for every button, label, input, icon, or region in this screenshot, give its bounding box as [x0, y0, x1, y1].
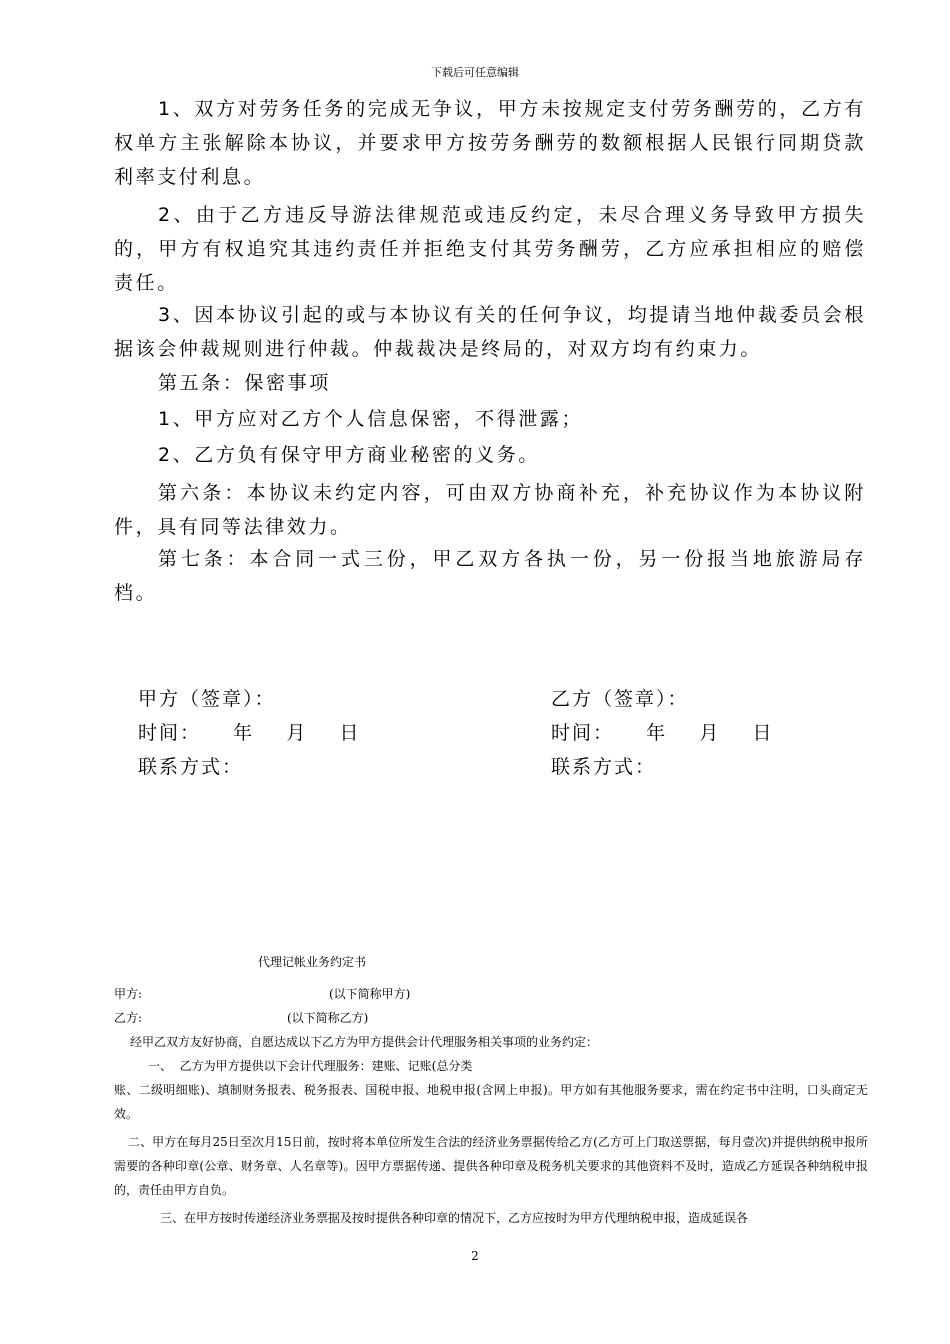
agreement2-clause3: 三、在甲方按时传递经济业务票据及按时提供各种印章的情况下，乙方应按时为甲方代理纳税申报，造成延误各	[160, 1211, 749, 1225]
agreement2-clause1-rest: 账、二级明细账)、填制财务报表、税务报表、国税申报、地税申报(含网上申报)。甲方如有其他服务要求，需在约定书中注明，口头商定无效。	[114, 1083, 868, 1121]
agreement2-intro: 经甲乙双方友好协商，自愿达成以下乙方为甲方提供会计代理服务相关事项的业务约定：	[130, 1035, 599, 1049]
page-header: 下载后可任意编辑	[431, 66, 519, 79]
signature-contact-a: 联系方式：	[138, 756, 244, 778]
agreement2-party-b: 乙方: (以下简称乙方)	[114, 1011, 369, 1025]
article6: 第六条：本协议未约定内容，可由双方协商补充，补充协议作为本协议附件，具有同等法律效力。	[114, 482, 866, 538]
signature-time-b: 时间： 年 月 日	[551, 722, 774, 744]
article4-item1: 1、双方对劳务任务的完成无争议，甲方未按规定支付劳务酬劳的，乙方有权单方主张解除本协议，并要求甲方按劳务酬劳的数额根据人民银行同期贷款利率支付利息。	[114, 98, 866, 188]
article5-item2: 2、乙方负有保守甲方商业秘密的义务。	[158, 444, 540, 466]
agreement2-title: 代理记帐业务约定书	[258, 955, 367, 969]
article5-item1: 1、甲方应对乙方个人信息保密，不得泄露；	[158, 408, 584, 430]
article4-item3: 3、因本协议引起的或与本协议有关的任何争议，均提请当地仲裁委员会根据该会仲裁规则进行仲裁。仲裁裁决是终局的，对双方均有约束力。	[114, 304, 866, 360]
agreement2-clause1-line1: 一、 乙方为甲方提供以下会计代理服务：建账、记账(总分类	[148, 1059, 473, 1073]
signature-time-a: 时间： 年 月 日	[138, 722, 361, 744]
article4-item2: 2、由于乙方违反导游法律规范或违反约定，未尽合理义务导致甲方损失的，甲方有权追究其违约责任并拒绝支付其劳务酬劳，乙方应承担相应的赔偿责任。	[114, 204, 866, 294]
article7: 第七条：本合同一式三份，甲乙双方各执一份，另一份报当地旅游局存档。	[114, 548, 866, 604]
agreement2-clause2: 二、甲方在每月25日至次月15日前，按时将本单位所发生合法的经济业务票据传给乙方(乙方可上门取送票据，每月壹次)并提供纳税申报所需要的各种印章(公章、财务章、人名章等)。因甲方票据传递、提供各种印章及税务机关要求的其他资料不及时，造成乙方延误各种纳税申报的，责任由甲方自负。	[114, 1135, 868, 1197]
signature-party-a: 甲方（签章）：	[138, 688, 276, 710]
agreement2-party-a: 甲方: (以下简称甲方)	[114, 987, 411, 1001]
page-number: 2	[471, 1249, 479, 1263]
signature-party-b: 乙方（签章）：	[551, 688, 689, 710]
article5-title: 第五条：保密事项	[158, 372, 331, 394]
signature-contact-b: 联系方式：	[551, 756, 657, 778]
